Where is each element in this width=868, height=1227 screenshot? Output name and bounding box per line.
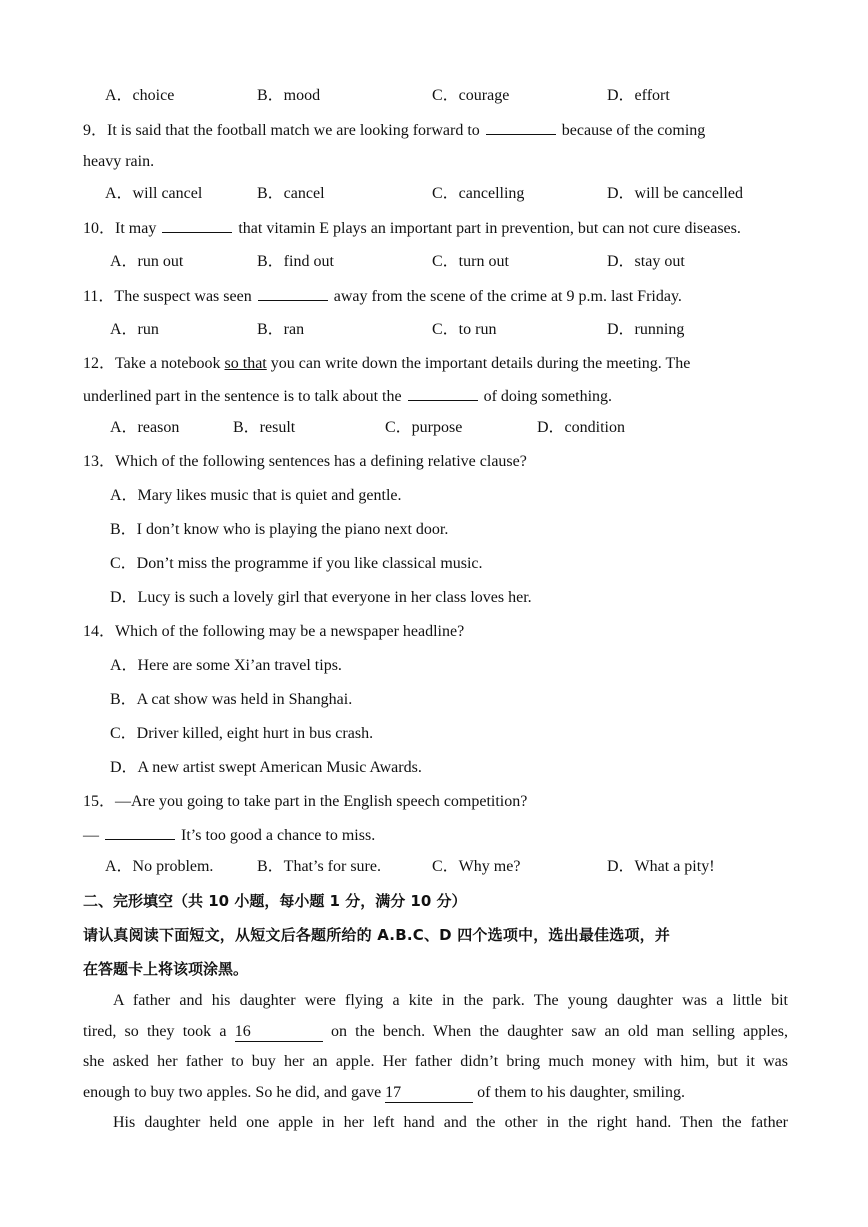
- q10-number: 10．: [83, 220, 116, 237]
- passage-line-4-after: of them to his daughter, smiling.: [477, 1083, 685, 1101]
- q10-option-b[interactable]: B．find out: [257, 253, 334, 270]
- q9-text-after: because of the coming: [561, 122, 706, 139]
- q11-stem: [83, 286, 788, 307]
- section2-title: 二、完形填空（共 10 小题，每小题 1 分，满分 10 分）: [83, 892, 467, 910]
- q12-option-a[interactable]: A．reason: [110, 419, 180, 436]
- q9-option-a[interactable]: A．will cancel: [105, 185, 203, 202]
- q11-number: 11．: [83, 288, 115, 305]
- q14-option-a[interactable]: A．Here are some Xi’an travel tips.: [110, 657, 342, 674]
- passage-line-4-before: enough to buy two apples. So he did, and gave: [83, 1083, 382, 1101]
- q9-text-before: It is said that the football match we are looking forward to: [107, 122, 480, 139]
- q11-option-a[interactable]: A．run: [110, 321, 159, 338]
- q15-option-c[interactable]: C．Why me?: [432, 858, 521, 875]
- q8-option-a[interactable]: A．choice: [105, 87, 175, 104]
- q13-option-a[interactable]: A．Mary likes music that is quiet and gentle.: [110, 487, 402, 504]
- q10-text-after: that vitamin E plays an important part in prevention, but can not cure diseases.: [238, 220, 741, 237]
- q8-option-b[interactable]: B．mood: [257, 87, 321, 104]
- q10-option-c[interactable]: C．turn out: [432, 253, 509, 270]
- passage-line-2-after: on the bench. When the daughter saw an old man selling apples,: [330, 1022, 789, 1040]
- passage-line-5: His daughter held one apple in her left hand and the other in the right hand. Then the father: [113, 1114, 788, 1131]
- q14-option-b[interactable]: B．A cat show was held in Shanghai.: [110, 691, 353, 708]
- q15-options: [105, 857, 795, 877]
- q9-number: 9．: [83, 122, 108, 139]
- section2-instruction-line1: 请认真阅读下面短文，从短文后各题所给的 A.B.C、D 四个选项中，选出最佳选项，并: [83, 926, 671, 944]
- q9-option-c[interactable]: C．cancelling: [432, 185, 525, 202]
- q13-option-b[interactable]: B．I don’t know who is playing the piano next door.: [110, 521, 449, 538]
- q9-option-b[interactable]: B．cancel: [257, 185, 325, 202]
- passage-line-2: [83, 1022, 788, 1053]
- q13-option-c[interactable]: C．Don’t miss the programme if you like classical music.: [110, 555, 483, 572]
- q8-options: [105, 86, 795, 106]
- passage-line-3: she asked her father to buy her an apple. Her father didn’t bring much money with him, but it was: [83, 1053, 788, 1070]
- q9-stem-line2: heavy rain.: [83, 153, 155, 170]
- q14-option-c[interactable]: C．Driver killed, eight hurt in bus crash.: [110, 725, 374, 742]
- q12-underlined-text: so that: [224, 355, 267, 372]
- q12-blank: [408, 386, 478, 401]
- q11-option-c[interactable]: C．to run: [432, 321, 497, 338]
- q12-stem-line2: [83, 386, 788, 407]
- q9-option-d[interactable]: D．will be cancelled: [607, 185, 743, 202]
- q9-stem: [83, 120, 788, 141]
- passage-line-1: A father and his daughter were flying a kite in the park. The young daughter was a little bit: [113, 992, 788, 1009]
- q10-text-before: It may: [115, 220, 157, 237]
- q12-options: [105, 418, 795, 438]
- q10-options: [105, 252, 795, 272]
- q12-option-c[interactable]: C．purpose: [385, 419, 463, 436]
- q10-blank: [162, 218, 232, 233]
- q11-text-after: away from the scene of the crime at 9 p.m. last Friday.: [333, 288, 682, 305]
- q9-options: [105, 184, 795, 204]
- cloze-blank-17[interactable]: 17: [385, 1084, 473, 1103]
- q9-blank: [486, 120, 556, 135]
- q12-line2-after: of doing something.: [483, 388, 613, 405]
- q10-stem: [83, 218, 788, 239]
- cloze-blank-16[interactable]: 16: [235, 1023, 323, 1042]
- q11-options: [105, 320, 795, 340]
- q11-text-before: The suspect was seen: [114, 288, 252, 305]
- passage-line-2-before: tired, so they took a: [83, 1022, 227, 1040]
- q13-option-d[interactable]: D．Lucy is such a lovely girl that everyone in her class loves her.: [110, 589, 532, 606]
- q12-text-before: Take a notebook: [115, 355, 221, 372]
- q14-option-d[interactable]: D．A new artist swept American Music Awards.: [110, 759, 422, 776]
- q15-blank: [105, 825, 175, 840]
- q15-reply-text: It’s too good a chance to miss.: [181, 827, 376, 844]
- q15-reply: [83, 825, 788, 846]
- q11-option-b[interactable]: B．ran: [257, 321, 305, 338]
- q12-text-after: you can write down the important details during the meeting. The: [270, 355, 691, 372]
- section2-instruction-line2: 在答题卡上将该项涂黑。: [83, 960, 249, 978]
- q15-option-d[interactable]: D．What a pity!: [607, 858, 715, 875]
- q15-option-a[interactable]: A．No problem.: [105, 858, 214, 875]
- q13-stem: 13．Which of the following sentences has a defining relative clause?: [83, 453, 527, 470]
- q15-option-b[interactable]: B．That’s for sure.: [257, 858, 381, 875]
- cloze-passage: [83, 991, 788, 1144]
- q14-stem: 14．Which of the following may be a newspaper headline?: [83, 623, 465, 640]
- q15-reply-dash: —: [83, 827, 99, 844]
- passage-line-4: [83, 1083, 788, 1114]
- q12-option-d[interactable]: D．condition: [537, 419, 625, 436]
- q12-stem: [83, 354, 788, 374]
- q15-stem: 15．—Are you going to take part in the English speech competition?: [83, 793, 528, 810]
- q10-option-a[interactable]: A．run out: [110, 253, 184, 270]
- q12-option-b[interactable]: B．result: [233, 419, 296, 436]
- q12-number: 12．: [83, 355, 116, 372]
- q11-blank: [258, 286, 328, 301]
- q8-option-d[interactable]: D．effort: [607, 87, 670, 104]
- q10-option-d[interactable]: D．stay out: [607, 253, 685, 270]
- q8-option-c[interactable]: C．courage: [432, 87, 510, 104]
- q12-line2-before: underlined part in the sentence is to talk about the: [83, 388, 402, 405]
- q11-option-d[interactable]: D．running: [607, 321, 685, 338]
